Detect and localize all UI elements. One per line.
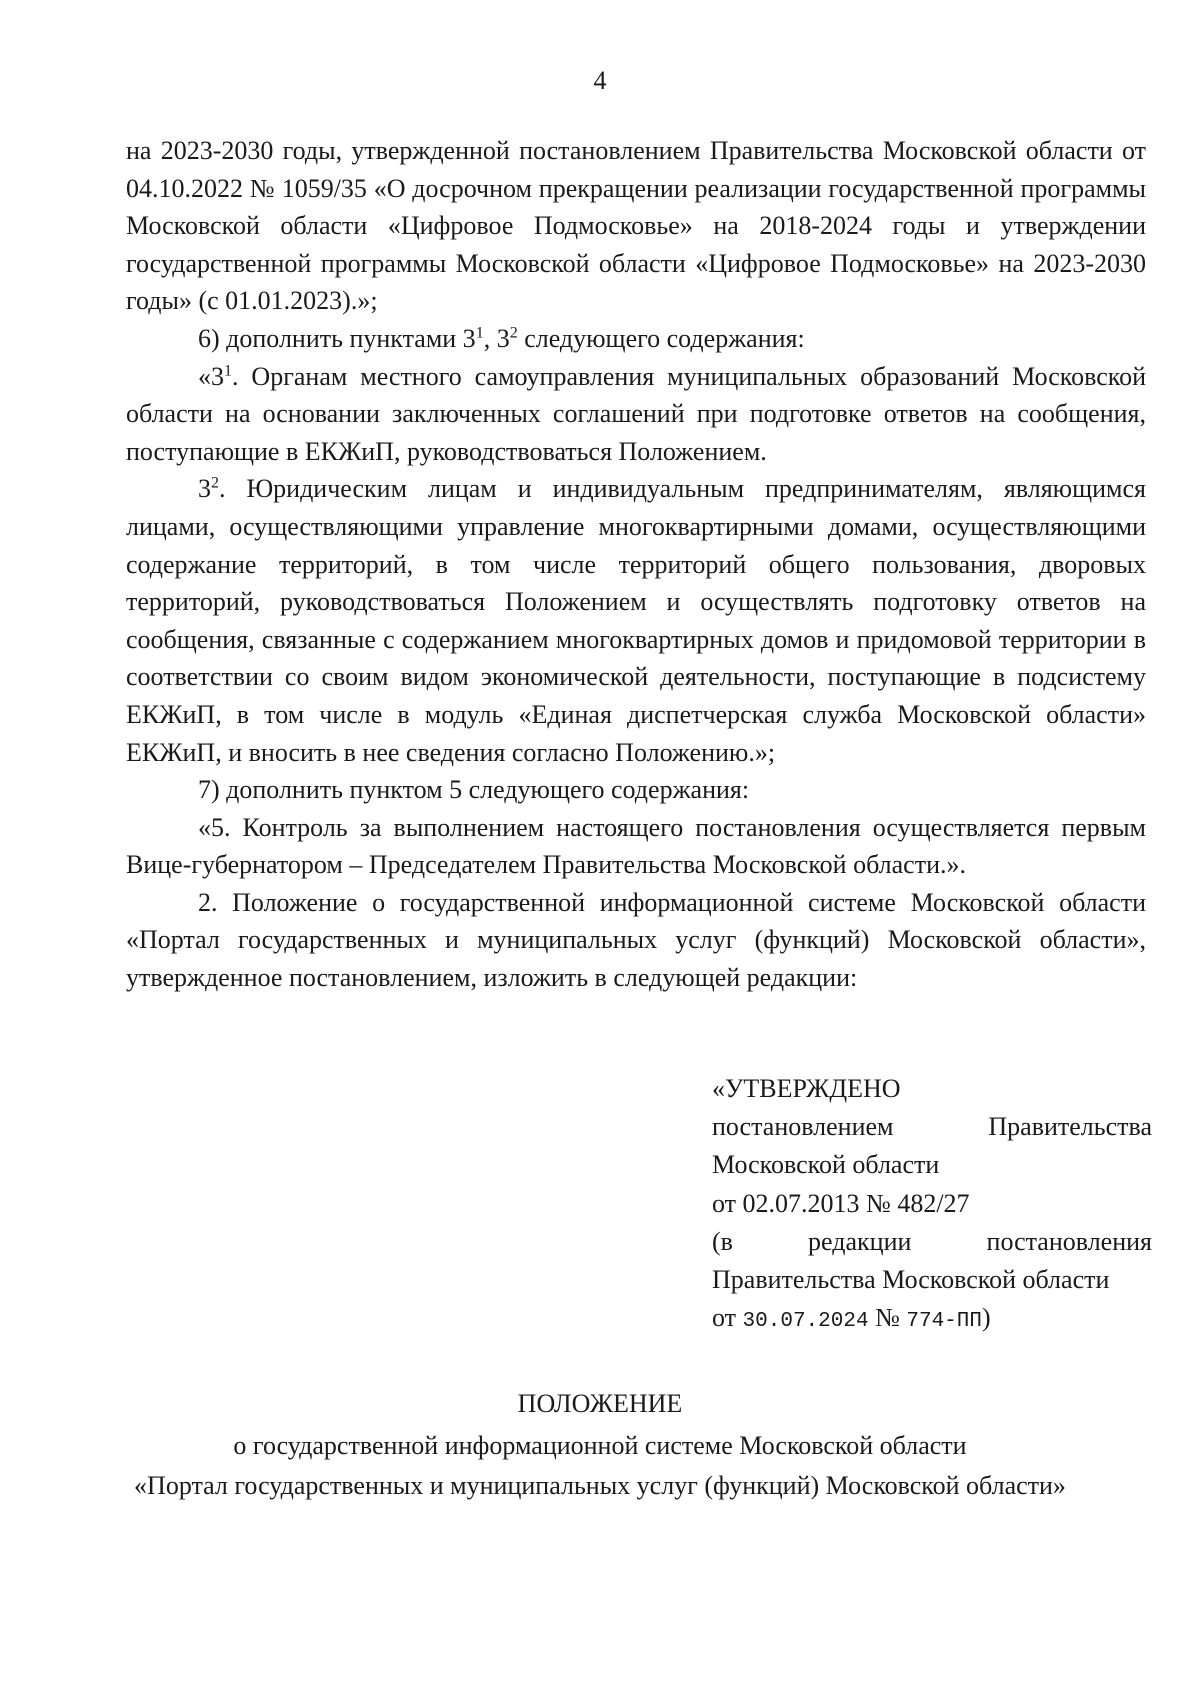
- superscript: 2: [211, 474, 219, 492]
- approval-registration-line: [712, 1299, 1152, 1341]
- paragraph-text: . Органам местного самоуправления муниципальных образований Московской области на основании заключенных соглашений при подготовке ответов на сообщения, поступающие в ЕКЖиП, руководствоваться Положением.: [126, 361, 1146, 466]
- approval-heading: «УТВЕРЖДЕНО: [712, 1074, 901, 1103]
- closing-bracket: ): [982, 1303, 991, 1333]
- number-value: 774-ПП: [906, 1310, 982, 1334]
- paragraph-text: 6) дополнить пунктами 3: [198, 323, 476, 353]
- paragraph-text: 3: [198, 474, 211, 504]
- regulation-title: [0, 1384, 1200, 1506]
- paragraph-point-3-1: [126, 358, 1146, 471]
- page-number: 4: [593, 66, 607, 95]
- paragraph-text: «3: [198, 361, 224, 391]
- date-value: 30.07.2024: [742, 1310, 869, 1334]
- number-prefix: №: [875, 1303, 900, 1333]
- title-subtitle: о государственной информационной системе Московской области: [233, 1431, 967, 1460]
- paragraph-continuation: на 2023-2030 годы, утвержденной постановлением Правительства Московской области от 04.10.2022 № 1059/35 «О досрочном прекращении реализации государственной программы Московской области «Цифровое Подмосковье» на 2018-2024 годы и утверждении государственной программы Московской области «Цифровое Подмосковье» на 2023-2030 годы» (с 01.01.2023).»;: [126, 136, 1146, 316]
- superscript: 1: [475, 324, 484, 342]
- approval-line: Правительства Московской области: [712, 1265, 1110, 1295]
- approval-line: (в редакции постановления: [712, 1226, 1152, 1256]
- paragraph-point-5: «5. Контроль за выполнением настоящего постановления осуществляется первым Вице-губернатором – Председателем Правительства Московской области.».: [126, 812, 1146, 880]
- approval-line: Московской области: [712, 1150, 940, 1180]
- document-body: [126, 132, 1146, 997]
- title-subtitle: «Портал государственных и муниципальных услуг (функций) Московской области»: [134, 1471, 1066, 1500]
- approval-stamp-block: [712, 1070, 1152, 1341]
- paragraph-text: . Юридическим лицам и индивидуальным предпринимателям, являющимся лицами, осуществляющими управление многоквартирными домами, осуществляющими содержание территорий, в том числе территорий общего пользования, дворовых территорий, руководствоваться Положением и осуществлять подготовку ответов на сообщения, связанные с содержанием многоквартирных домов и придомовой территории в соответствии со своим видом экономической деятельности, поступающие в подсистему ЕКЖиП, в том числе в модуль «Единая диспетчерская служба Московской области» ЕКЖиП, и вносить в нее сведения согласно Положению.»;: [126, 474, 1146, 767]
- approval-line: постановлением Правительства: [712, 1112, 1152, 1142]
- paragraph-item-2: 2. Положение о государственной информационной системе Московской области «Портал государственных и муниципальных услуг (функций) Московской области», утвержденное постановлением, изложить в следующей редакции:: [126, 887, 1146, 993]
- title-main: ПОЛОЖЕНИЕ: [517, 1389, 683, 1418]
- registration-number: [875, 1303, 991, 1332]
- approval-line: от 02.07.2013 № 482/27: [712, 1188, 970, 1218]
- superscript: 2: [509, 324, 518, 342]
- paragraph-item-7: 7) дополнить пунктом 5 следующего содержания:: [198, 775, 750, 805]
- superscript: 1: [224, 361, 232, 379]
- paragraph-item-6: [126, 320, 1146, 358]
- registration-date: [712, 1303, 869, 1332]
- paragraph-point-3-2: [126, 470, 1146, 771]
- paragraph-text: , 3: [483, 323, 510, 353]
- paragraph-text: следующего содержания:: [517, 323, 805, 353]
- date-prefix: от: [712, 1303, 737, 1333]
